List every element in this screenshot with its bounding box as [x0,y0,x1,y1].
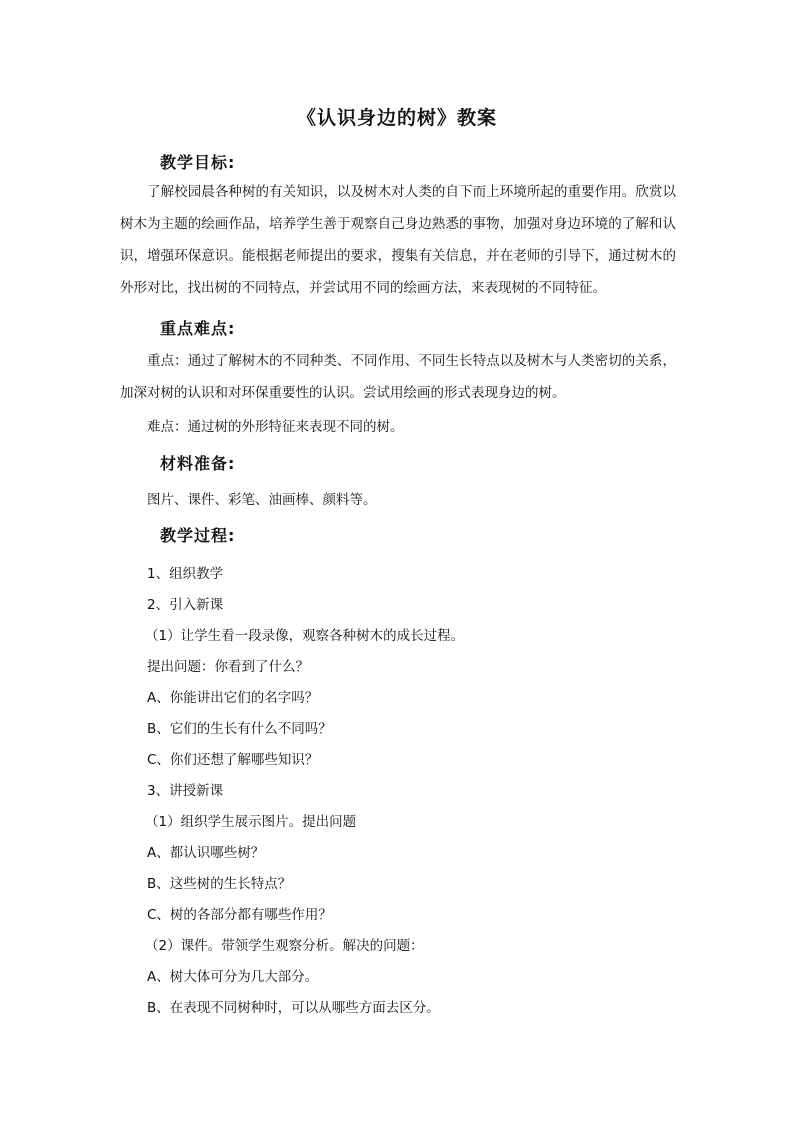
process-line: A、都认识哪些树？ [147,845,265,861]
process-line: B、在表现不同树种时，可以从哪些方面去区分。 [147,1000,440,1016]
heading-key-points: 重点难点: [160,319,236,338]
process-line: A、树大体可分为几大部分。 [147,969,319,985]
paragraph-teaching-goals: 了解校园晨各种树的有关知识，以及树木对人类的自下而上环境所起的重要作用。欣赏以树木为主题的绘画作品，培养学生善于观察自己身边熟悉的事物，加强对身边环境的了解和认识，增强环保意识。能根据老师提出的要求，搜集有关信息，并在老师的引导下，通过树木的外形对比，找出树的不同特点，并尝试用不同的绘画方法，来表现树的不同特征。 [120,184,676,296]
process-line: C、你们还想了解哪些知识？ [147,752,319,768]
process-line: 1、组织教学 [147,566,224,582]
process-line: （2）课件。带领学生观察分析。解决的问题： [145,938,424,954]
process-line: B、它们的生长有什么不同吗？ [147,721,332,737]
process-line: 提出问题：你看到了什么？ [147,659,309,675]
paragraph-materials: 图片、课件、彩笔、油画棒、颜料等。 [147,492,377,508]
paragraph-key-points: 重点：通过了解树木的不同种类、不同作用、不同生长特点以及树木与人类密切的关系，加深对树的认识和对环保重要性的认识。尝试用绘画的形式表现身边的树。 [120,353,676,401]
process-line: C、树的各部分都有哪些作用？ [147,907,332,923]
document-title: 《认识身边的树》教案 [296,107,497,129]
process-line: 3、讲授新课 [147,783,224,799]
paragraph-difficulty: 难点：通过树的外形特征来表现不同的树。 [147,419,404,435]
process-line: （1）组织学生展示图片。提出问题 [145,814,357,830]
process-line: B、这些树的生长特点？ [147,876,292,892]
heading-teaching-goals: 教学目标: [160,153,236,172]
heading-teaching-process: 教学过程: [160,526,236,545]
process-line: 2、引入新课 [147,597,224,613]
heading-materials: 材料准备: [160,454,236,473]
process-line: A、你能讲出它们的名字吗？ [147,690,319,706]
process-line: （1）让学生看一段录像，观察各种树木的成长过程。 [145,628,465,644]
